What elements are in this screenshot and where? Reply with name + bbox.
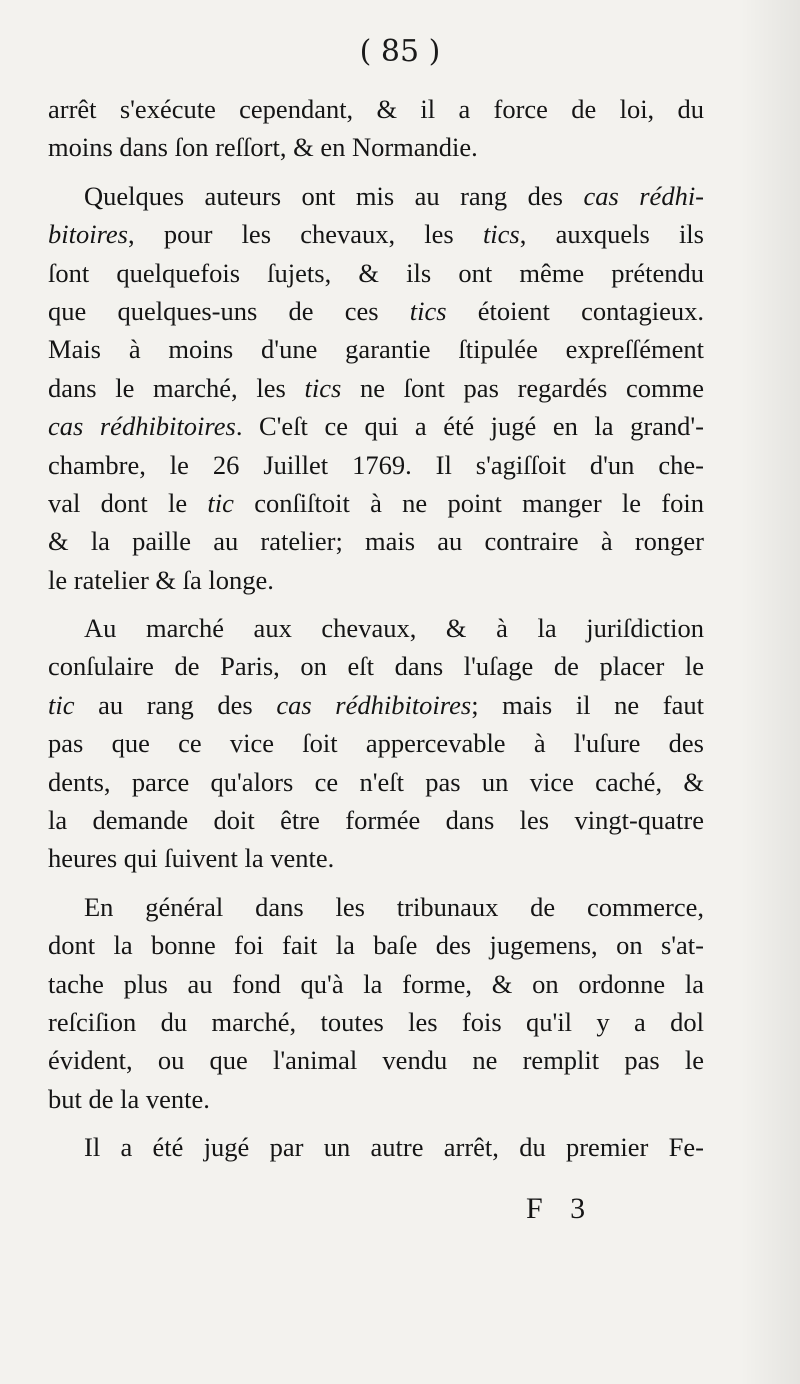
italic-term: cas rédhi- (583, 180, 704, 211)
page-edge-shadow (740, 0, 800, 1384)
text-line (48, 1041, 704, 1079)
italic-term: cas rédhibitoires (48, 411, 236, 442)
text-run: val dont le (48, 487, 208, 518)
text-run: étoient contagieux. (446, 295, 704, 326)
text-run: pas que ce vice ſoit appercevable à l'uſure des (48, 728, 704, 759)
text-run: que quelques-uns de ces (48, 295, 410, 326)
text-run: , auxquels ils (519, 219, 704, 250)
text-run: évident, ou que l'animal vendu ne remplit pas le (48, 1045, 704, 1076)
text-run: le ratelier & ſa longe. (48, 564, 274, 595)
body-text (48, 90, 704, 1167)
text-run: tache plus au fond qu'à la forme, & on ordonne la (48, 968, 704, 999)
text-line (48, 292, 704, 330)
text-line (48, 330, 704, 368)
text-run: conſulaire de Paris, on eſt dans l'uſage de placer le (48, 651, 704, 682)
text-line (48, 1003, 704, 1041)
text-run: dans le marché, les (48, 372, 305, 403)
text-run: heures qui ſuivent la vente. (48, 843, 335, 874)
text-line (48, 177, 704, 215)
text-line (48, 609, 704, 647)
text-run: , pour les chevaux, les (128, 219, 483, 250)
text-run: Quelques auteurs ont mis au rang des (84, 180, 584, 211)
signature-mark: F 3 (526, 1192, 596, 1225)
text-line (48, 446, 704, 484)
text-run: Mais à moins d'une garantie ſtipulée expreſſément (48, 334, 704, 365)
page-number: ( 85 ) (359, 34, 441, 69)
text-line (48, 254, 704, 292)
text-line (48, 888, 704, 926)
text-run: ſont quelquefois ſujets, & ils ont même prétendu (48, 257, 704, 288)
text-run: dents, parce qu'alors ce n'eſt pas un vice caché, & (48, 766, 704, 797)
italic-term: bitoires (48, 219, 128, 250)
italic-term: tic (48, 689, 75, 720)
italic-term: tics (304, 372, 342, 403)
text-run: but de la vente. (48, 1083, 210, 1114)
text-line (48, 965, 704, 1003)
text-run: & la paille au ratelier; mais au contraire à ronger (48, 526, 704, 557)
text-run: . C'eſt ce qui a été jugé en la grand'- (235, 411, 704, 442)
text-line (48, 1128, 704, 1166)
text-line (48, 839, 704, 877)
text-run: la demande doit être formée dans les vingt-quatre (48, 805, 704, 836)
text-run: ne ſont pas regardés comme (341, 372, 704, 403)
text-line (48, 763, 704, 801)
italic-term: cas rédhibitoires (276, 689, 472, 720)
text-line (48, 926, 704, 964)
text-run: reſciſion du marché, toutes les fois qu'il y a dol (48, 1006, 704, 1037)
text-run: conſiſtoit à ne point manger le foin (233, 487, 704, 518)
text-run: ; mais il ne faut (471, 689, 704, 720)
italic-term: tics (482, 219, 520, 250)
text-line (48, 686, 704, 724)
text-run: En général dans les tribunaux de commerce, (84, 891, 704, 922)
italic-term: tics (409, 295, 447, 326)
text-line (48, 522, 704, 560)
text-line (48, 801, 704, 839)
text-line (48, 369, 704, 407)
text-run: au rang des (74, 689, 277, 720)
text-line (48, 128, 704, 166)
text-line (48, 647, 704, 685)
text-line (48, 724, 704, 762)
text-line (48, 90, 704, 128)
text-run: arrêt s'exécute cependant, & il a force de loi, du (48, 94, 704, 124)
text-line (48, 484, 704, 522)
text-line (48, 215, 704, 253)
text-run: moins dans ſon reſſort, & en Normandie. (48, 132, 478, 163)
text-run: chambre, le 26 Juillet 1769. Il s'agiſſoit d'un che- (48, 449, 704, 480)
text-line (48, 407, 704, 445)
text-line (48, 561, 704, 599)
italic-term: tic (207, 487, 234, 518)
text-line (48, 1080, 704, 1118)
text-run: Il a été jugé par un autre arrêt, du premier Fe- (84, 1132, 704, 1163)
text-run: dont la bonne foi fait la baſe des jugemens, on s'at- (48, 930, 704, 961)
text-run: Au marché aux chevaux, & à la juriſdiction (84, 613, 704, 644)
